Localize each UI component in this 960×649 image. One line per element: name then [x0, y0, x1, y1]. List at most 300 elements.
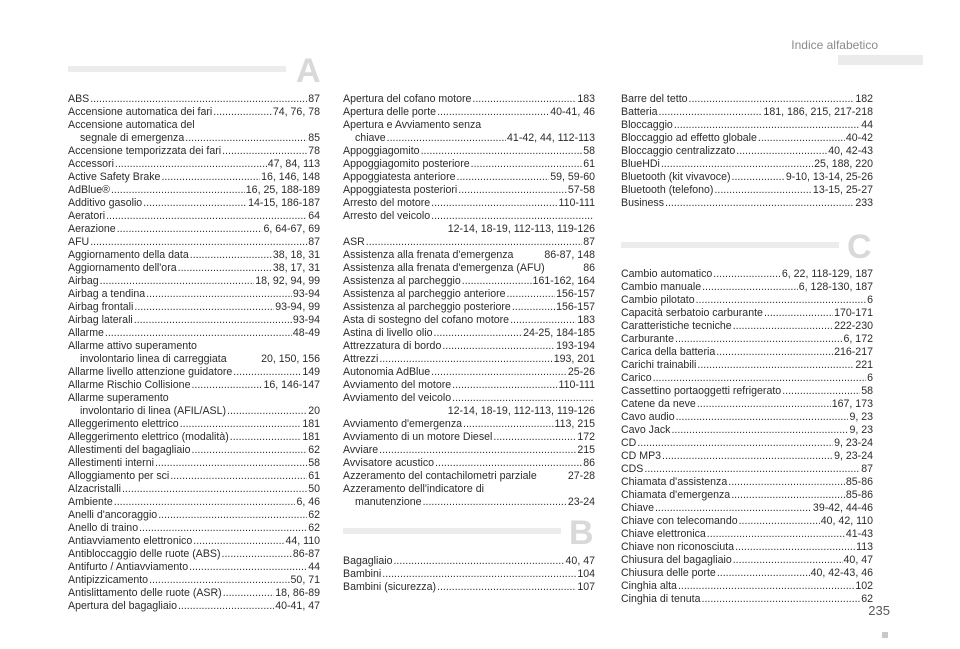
index-entry-leader	[213, 106, 272, 119]
index-entry	[621, 171, 873, 184]
index-entry-leader	[674, 119, 860, 132]
index-entry	[343, 288, 595, 301]
index-entry-term: Cassettino portaoggetti refrigerato	[621, 385, 782, 397]
index-entry	[68, 548, 320, 561]
index-entry-leader	[143, 197, 247, 210]
index-entry-term: Accensione temporizzata dei fari	[68, 145, 222, 157]
index-entry-leader	[180, 418, 302, 431]
index-entry-term: Chiave elettronica	[621, 528, 706, 540]
index-entry-term: Assistenza al parcheggio posteriore	[343, 301, 511, 313]
header-rule	[838, 55, 923, 65]
index-entry-leader	[717, 567, 810, 580]
index-entry-pages: 58	[308, 457, 320, 469]
index-entry-term: Astina di livello olio	[343, 327, 433, 339]
index-entry	[621, 372, 873, 385]
index-entry-leader	[733, 554, 843, 567]
index-entry-term: Avviamento del veicolo	[343, 392, 452, 404]
index-entry-term: Chiamata d'emergenza	[621, 489, 731, 501]
index-entry-leader	[106, 210, 307, 223]
index-entry	[68, 262, 320, 275]
index-entry-pages: 113	[856, 541, 873, 553]
index-entry-pages: 181	[302, 431, 320, 443]
index-entry-term: Bluetooth (telefono)	[621, 184, 714, 196]
index-entry-term: Attrezzatura di bordo	[343, 340, 442, 352]
index-entry-leader	[382, 568, 576, 581]
index-entry	[343, 171, 595, 184]
index-entry-term: Carico	[621, 372, 652, 384]
index-entry-term: Chiamata d'assistenza	[621, 476, 728, 488]
index-entry	[621, 450, 873, 463]
index-entry-term: Assistenza alla frenata d'emergenza (AFU)	[343, 262, 545, 274]
index-entry	[343, 379, 595, 392]
index-column-1	[68, 93, 320, 613]
index-entry-term: Ambiente	[68, 496, 113, 508]
index-entry-term: Accessori	[68, 158, 114, 170]
index-entry-pages: 193, 201	[553, 353, 595, 365]
index-entry-leader	[764, 307, 833, 320]
index-entry	[68, 496, 320, 509]
index-entry-pages: 61	[308, 470, 320, 482]
index-entry	[343, 392, 595, 405]
index-entry-pages: 18, 86-89	[275, 587, 320, 599]
index-entry-pages: 48-49	[292, 327, 320, 339]
index-entry-term: Carichi trainabili	[621, 359, 697, 371]
index-entry	[621, 346, 873, 359]
index-entry-leader	[507, 288, 556, 301]
index-entry-pages: 6, 22, 118-129, 187	[781, 268, 873, 280]
index-entry-leader	[442, 340, 555, 353]
index-entry	[68, 210, 320, 223]
index-entry-leader	[736, 145, 827, 158]
index-entry	[343, 145, 595, 158]
index-entry-leader	[170, 470, 307, 483]
index-entry-pages: 193-194	[556, 340, 595, 352]
index-entry	[68, 223, 320, 236]
index-entry-pages: 93-94	[292, 288, 320, 300]
index-entry	[68, 405, 320, 418]
index-entry	[621, 463, 873, 476]
index-entry-leader	[178, 600, 274, 613]
index-entry-pages: 87	[308, 93, 320, 105]
index-entry-term: Asta di sostegno del cofano motore	[343, 314, 510, 326]
index-entry-pages: 62	[861, 593, 873, 605]
index-entry-leader	[379, 444, 576, 457]
index-entry-pages: 38, 18, 31	[272, 249, 320, 261]
index-entry	[68, 353, 320, 366]
index-entry	[343, 353, 595, 366]
index-entry-term: Assistenza al parcheggio	[343, 275, 461, 287]
index-entry-term: Aggiornamento della data	[68, 249, 189, 261]
index-entry-pages: 40, 42, 110	[820, 515, 873, 527]
index-entry-leader	[661, 158, 813, 171]
index-entry-leader	[735, 541, 855, 554]
index-entry-term: segnale di emergenza	[80, 132, 185, 144]
index-entry-term: chiave	[355, 132, 386, 144]
index-column-2	[343, 93, 595, 509]
index-entry-leader	[158, 509, 307, 522]
index-entry-term: Allarme Rischio Collisione	[68, 379, 191, 391]
index-entry-pages: 40, 47	[843, 554, 873, 566]
index-entry	[68, 236, 320, 249]
index-entry-pages: 58	[861, 385, 873, 397]
index-entry-pages: 59, 59-60	[550, 171, 595, 183]
index-entry-pages: 182	[855, 93, 873, 105]
index-entry-pages: 27-28	[567, 470, 595, 482]
index-entry-leader	[191, 379, 262, 392]
index-entry-term: Chiusura del bagagliaio	[621, 554, 732, 566]
index-entry	[621, 502, 873, 515]
index-entry-pages: 40-41, 46	[550, 106, 595, 118]
index-entry	[343, 158, 595, 171]
index-entry-leader	[111, 184, 245, 197]
index-entry-term: Business	[621, 197, 664, 209]
index-entry-term: AdBlue®	[68, 184, 110, 196]
index-entry-term: Bagagliaio	[343, 555, 393, 567]
index-entry-leader	[655, 502, 812, 515]
index-entry-pages: 6	[867, 372, 873, 384]
section-letter: A	[296, 52, 321, 90]
index-entry-leader	[437, 106, 549, 119]
index-entry-term: Allarme livello attenzione guidatore	[68, 366, 233, 378]
index-entry-pages: 62	[308, 509, 320, 521]
index-entry-leader	[393, 555, 564, 568]
index-entry-pages: 44	[308, 561, 320, 573]
index-entry-term: Bambini	[343, 568, 382, 580]
index-entry-pages: 9, 23	[849, 424, 873, 436]
index-entry-term: Assistenza al parcheggio anteriore	[343, 288, 506, 300]
index-entry	[343, 249, 595, 262]
index-entry-pages: 6, 128-130, 187	[798, 281, 873, 293]
index-entry	[68, 483, 320, 496]
index-entry-pages: 40, 42-43	[828, 145, 873, 157]
index-entry-pages: 20, 150, 156	[261, 353, 320, 365]
index-entry-term: Chiave	[621, 502, 654, 514]
index-entry-leader	[644, 463, 860, 476]
index-entry-term: Aeratori	[68, 210, 106, 222]
index-entry	[621, 489, 873, 502]
index-entry	[621, 554, 873, 567]
index-entry-leader	[739, 515, 820, 528]
index-entry-pages: 44, 110	[285, 535, 320, 547]
index-entry	[621, 476, 873, 489]
index-entry-leader	[114, 496, 296, 509]
index-entry-pages: 181	[302, 418, 320, 430]
index-entry	[343, 184, 595, 197]
index-entry-term: Antislittamento delle ruote (ASR)	[68, 587, 222, 599]
index-entry-pages: 183	[577, 93, 595, 105]
index-entry	[621, 437, 873, 450]
index-entry-pages: 57-58	[567, 184, 595, 196]
index-entry-leader	[458, 184, 567, 197]
index-entry-pages: 216-217	[834, 346, 873, 358]
index-entry-leader	[716, 346, 833, 359]
index-entry-leader	[366, 236, 582, 249]
index-entry-term: Appoggiatesta posteriori	[343, 184, 458, 196]
index-entry-term: Catene da neve	[621, 398, 696, 410]
index-entry	[621, 158, 873, 171]
index-entry-term: Azzeramento del contachilometri parziale	[343, 470, 537, 482]
index-entry-leader	[434, 327, 523, 340]
index-entry	[68, 288, 320, 301]
index-entry-term: Appoggiagomito posteriore	[343, 158, 470, 170]
index-entry-pages: 9-10, 13-14, 25-26	[785, 171, 873, 183]
index-entry-pages: 6, 172	[843, 333, 873, 345]
index-entry-leader	[421, 145, 583, 158]
index-entry-term: Airbag laterali	[68, 314, 133, 326]
index-entry-pages: 87	[583, 236, 595, 248]
index-entry-pages: 222-230	[834, 320, 873, 332]
index-entry-term: Bloccaggio ad effetto globale	[621, 132, 757, 144]
index-entry	[68, 145, 320, 158]
index-entry-leader	[222, 548, 292, 561]
index-entry-leader	[675, 333, 843, 346]
index-entry	[343, 444, 595, 457]
index-entry-leader	[227, 405, 307, 418]
index-entry-term: Accensione automatica dei fari	[68, 106, 213, 118]
index-entry-pages: 85-86	[845, 489, 873, 501]
index-entry-leader	[714, 184, 811, 197]
index-entry-leader	[122, 483, 307, 496]
index-entry-leader	[452, 392, 594, 405]
index-entry-pages: 9, 23-24	[834, 450, 873, 462]
index-entry-leader	[462, 275, 532, 288]
index-entry	[343, 301, 595, 314]
index-entry-pages: 87	[308, 236, 320, 248]
index-entry-pages: 50, 71	[290, 574, 320, 586]
index-entry-leader	[431, 197, 557, 210]
index-entry	[621, 320, 873, 333]
index-entry-term: Cambio manuale	[621, 281, 702, 293]
index-entry-term: Carica della batteria	[621, 346, 716, 358]
index-entry-leader	[728, 476, 845, 489]
index-entry-pages: 161-162, 164	[532, 275, 595, 287]
index-entry-pages: 14-15, 186-187	[248, 197, 320, 209]
index-entry-pages: 170-171	[834, 307, 873, 319]
index-entry-pages: 110-111	[558, 379, 595, 391]
index-entry	[68, 314, 320, 327]
index-entry-pages: 93-94	[292, 314, 320, 326]
index-entry-leader	[155, 457, 307, 470]
index-entry-leader	[146, 288, 292, 301]
index-entry	[68, 301, 320, 314]
index-entry	[68, 431, 320, 444]
index-entry	[68, 574, 320, 587]
index-entry-pages: 102	[855, 580, 873, 592]
index-entry-term: BlueHDi	[621, 158, 660, 170]
index-entry-pages: 9, 23	[849, 411, 873, 423]
index-entry-leader	[222, 145, 307, 158]
index-entry-term: Cambio automatico	[621, 268, 713, 280]
index-entry-heading: Accensione automatica del	[68, 119, 195, 131]
index-entry-pages: 13-15, 25-27	[812, 184, 873, 196]
index-entry-leader	[731, 489, 845, 502]
index-entry-term: Bluetooth (kit vivavoce)	[621, 171, 731, 183]
index-entry-leader	[733, 320, 833, 333]
index-entry	[621, 528, 873, 541]
index-entry-pages: 221	[855, 359, 873, 371]
index-entry-heading: Apertura e Avviamento senza	[343, 119, 482, 131]
index-entry-term: Additivo gasolio	[68, 197, 143, 209]
index-entry-leader	[659, 106, 763, 119]
section-letter: C	[847, 228, 872, 266]
index-entry-leader	[689, 93, 855, 106]
index-entry-term: Barre del tetto	[621, 93, 688, 105]
index-entry-leader	[435, 457, 582, 470]
index-entry	[68, 418, 320, 431]
section-bar	[621, 242, 839, 248]
index-entry-pages: 62	[308, 522, 320, 534]
index-entry	[343, 340, 595, 353]
page-number: 235	[868, 603, 890, 618]
index-entry-leader	[161, 171, 260, 184]
index-entry	[621, 268, 873, 281]
index-entry	[343, 366, 595, 379]
index-entry-pages: 40, 42-43, 46	[810, 567, 873, 579]
index-entry-term: Arresto del motore	[343, 197, 431, 209]
index-entry-pages: 6, 64-67, 69	[263, 223, 320, 235]
index-entry	[68, 158, 320, 171]
index-entry	[621, 567, 873, 580]
index-entry-pages: 87	[861, 463, 873, 475]
index-entry-leader	[463, 418, 554, 431]
index-entry-term: Apertura del cofano motore	[343, 93, 472, 105]
index-entry-leader	[696, 294, 866, 307]
index-entry-pages: 78	[308, 145, 320, 157]
index-entry-pages: 16, 25, 188-189	[245, 184, 320, 196]
index-entry	[68, 379, 320, 392]
index-entry-pages: 183	[577, 314, 595, 326]
index-entry-leader	[697, 359, 854, 372]
index-entry-term: Airbag	[68, 275, 99, 287]
index-entry-pages: 110-111	[558, 197, 595, 209]
index-entry	[343, 568, 595, 581]
index-entry	[343, 431, 595, 444]
index-entry-term: Airbag a tendina	[68, 288, 146, 300]
index-entry-leader	[90, 93, 307, 106]
index-entry-pages: 40-41, 47	[275, 600, 320, 612]
index-entry	[343, 132, 595, 145]
index-entry	[343, 236, 595, 249]
index-entry-pages: 20	[308, 405, 320, 417]
index-entry-leader	[134, 314, 292, 327]
index-entry-pages: 24-25, 184-185	[523, 327, 595, 339]
index-entry-term: Appoggiagomito	[343, 145, 420, 157]
index-entry	[621, 106, 873, 119]
index-entry-leader	[732, 171, 785, 184]
index-entry-leader	[233, 366, 301, 379]
index-entry-term: Bloccaggio	[621, 119, 673, 131]
index-entry-heading: Azzeramento dell'indicatore di	[343, 483, 484, 495]
index-entry	[68, 366, 320, 379]
index-entry-leader	[702, 281, 798, 294]
index-entry-term: manutenzione	[355, 496, 422, 508]
index-entry	[621, 145, 873, 158]
index-entry	[621, 307, 873, 320]
index-entry-term: CDS	[621, 463, 644, 475]
index-entry-term: Appoggiatesta anteriore	[343, 171, 456, 183]
index-entry-term: Apertura del bagagliaio	[68, 600, 177, 612]
index-entry-leader	[471, 158, 583, 171]
index-entry-pages: 85-86	[845, 476, 873, 488]
index-entry-term: Allestimenti interni	[68, 457, 154, 469]
index-entry-term: CD	[621, 437, 637, 449]
index-entry-term: Antifurto / Antiavviamento	[68, 561, 189, 573]
index-entry-leader	[707, 528, 845, 541]
index-entry-leader	[117, 223, 263, 236]
index-entry-pages: 25, 188, 220	[814, 158, 873, 170]
index-entry	[621, 132, 873, 145]
index-entry	[621, 541, 873, 554]
index-entry-leader	[431, 366, 567, 379]
section-bar	[343, 528, 561, 534]
index-entry-leader	[190, 249, 272, 262]
index-entry	[621, 593, 873, 606]
index-entry	[68, 106, 320, 119]
index-entry	[621, 281, 873, 294]
index-entry-leader	[139, 522, 307, 535]
index-entry-leader	[90, 236, 307, 249]
index-entry-pages: 40, 47	[565, 555, 595, 567]
index-entry-leader	[105, 327, 292, 340]
index-entry	[621, 411, 873, 424]
index-entry-term: Avvisatore acustico	[343, 457, 435, 469]
index-entry-term: Antipizzicamento	[68, 574, 149, 586]
index-entry-pages: 86	[583, 457, 595, 469]
index-entry	[621, 119, 873, 132]
index-entry-term: Alloggiamento per sci	[68, 470, 170, 482]
index-entry-term: Allarme	[68, 327, 104, 339]
index-entry	[343, 555, 595, 568]
index-entry-term: Aggiornamento dell'ora	[68, 262, 177, 274]
index-entry	[68, 600, 320, 613]
index-entry-leader	[189, 561, 307, 574]
corner-marker	[882, 632, 888, 638]
index-entry-leader	[437, 581, 576, 594]
index-entry-leader	[387, 132, 506, 145]
index-entry-pages: 50	[308, 483, 320, 495]
index-entry	[621, 197, 873, 210]
index-entry	[343, 197, 595, 210]
index-entry-leader	[223, 587, 275, 600]
index-entry-term: Capacità serbatoio carburante	[621, 307, 763, 319]
index-entry-leader	[637, 437, 833, 450]
index-entry	[343, 470, 595, 483]
index-entry-term: Anelli d'ancoraggio	[68, 509, 158, 521]
index-entry-term: involontario di linea (AFIL/ASL)	[80, 405, 227, 417]
index-entry-term: Carburante	[621, 333, 674, 345]
index-entry	[68, 249, 320, 262]
index-entry	[68, 509, 320, 522]
index-entry	[68, 444, 320, 457]
index-entry-leader	[713, 268, 781, 281]
index-entry-leader	[379, 353, 552, 366]
index-entry-pages: 149	[302, 366, 320, 378]
index-entry-pages: 6	[867, 294, 873, 306]
index-entry-pages: 44	[861, 119, 873, 131]
index-entry	[343, 275, 595, 288]
index-entry	[68, 184, 320, 197]
index-entry-term: CD MP3	[621, 450, 662, 462]
index-entry-term: Chiusura delle porte	[621, 567, 716, 579]
index-entry-pages: 156-157	[556, 301, 595, 313]
index-entry-term: Alzacristalli	[68, 483, 121, 495]
index-entry-term: Avviare	[343, 444, 379, 456]
index-entry-pages: 16, 146-147	[263, 379, 320, 391]
index-entry	[343, 457, 595, 470]
index-entry-term: ASR	[343, 236, 365, 248]
index-entry	[621, 385, 873, 398]
index-entry-leader	[493, 431, 576, 444]
